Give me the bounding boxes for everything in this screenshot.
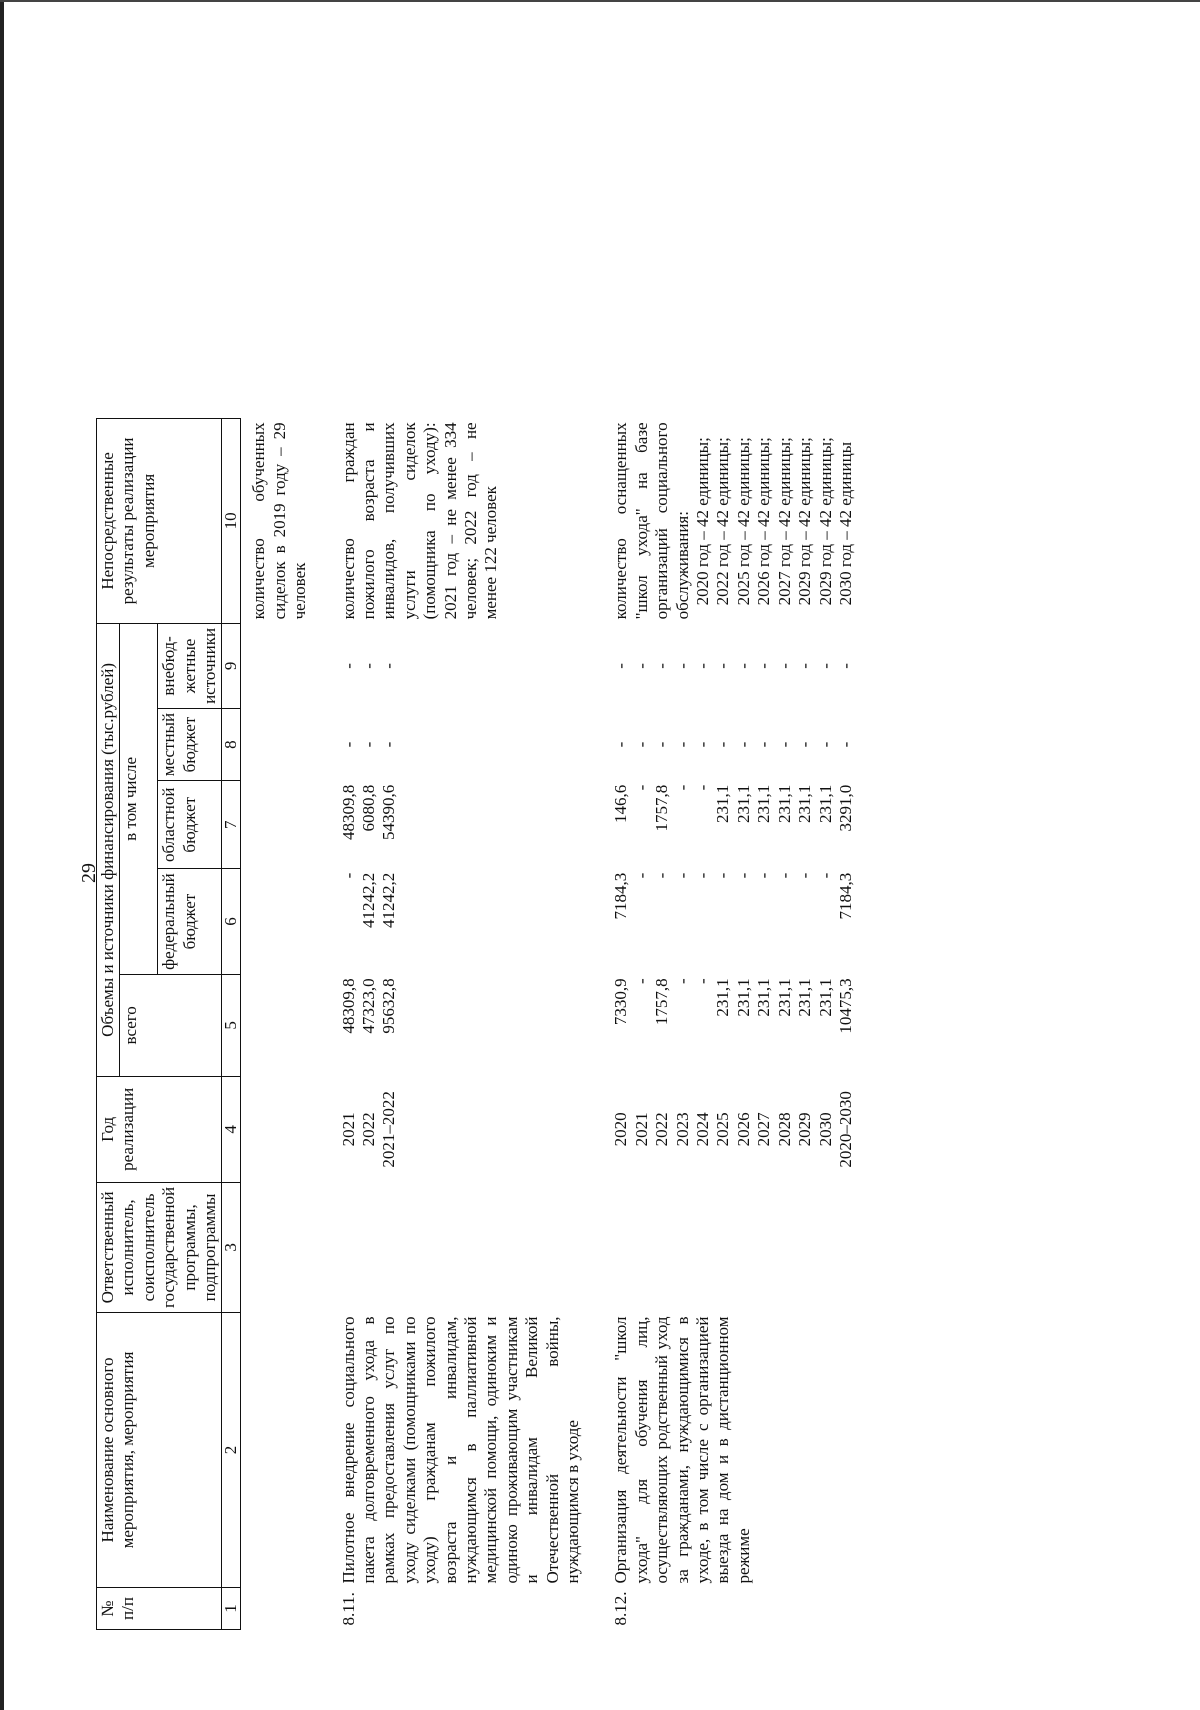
row-result: количество обученных сиделок в 2019 году – 29 человек xyxy=(249,422,310,620)
list-value: 2030 год – 42 единицы xyxy=(835,441,855,606)
list-value: - xyxy=(774,741,794,748)
list-value: - xyxy=(713,741,733,748)
list-value: - xyxy=(379,663,399,669)
header-col-federal: федеральный бюджет xyxy=(158,869,222,975)
list-value: - xyxy=(795,663,815,669)
column-number: 5 xyxy=(222,974,241,1076)
list-value: 2025 год – 42 единицы; xyxy=(733,437,753,606)
list-value: - xyxy=(693,784,713,791)
list-value: - xyxy=(733,872,753,879)
list-value: - xyxy=(693,978,713,985)
row-total xyxy=(610,974,857,1076)
list-value: 2026 xyxy=(733,1112,753,1147)
list-value: 48309,8 xyxy=(338,784,358,840)
list-value: - xyxy=(754,663,774,669)
column-number: 10 xyxy=(222,418,241,623)
list-value: - xyxy=(815,741,835,748)
list-value: 2028 xyxy=(774,1112,794,1147)
list-value: - xyxy=(611,663,631,669)
list-value: 2029 год – 42 единицы; xyxy=(815,437,835,606)
column-number: 9 xyxy=(222,623,241,708)
list-value: - xyxy=(835,663,855,669)
result-intro: количество оснащенных "школ ухода" на базе организаций социального обслуживания: xyxy=(611,422,692,620)
list-value: 41242,2 xyxy=(379,872,399,928)
list-value: 2022 xyxy=(652,1112,672,1147)
list-value: 95632,8 xyxy=(379,978,399,1034)
list-value: 231,1 xyxy=(754,784,774,823)
list-value: - xyxy=(754,741,774,748)
list-value: 7184,3 xyxy=(611,872,631,920)
list-value: - xyxy=(713,663,733,669)
list-value: - xyxy=(631,663,651,669)
row-spacer xyxy=(584,418,610,1629)
list-value: 2026 год – 42 единицы; xyxy=(754,437,774,606)
table-row xyxy=(241,418,312,1629)
list-value: - xyxy=(611,741,631,748)
list-value: - xyxy=(774,663,794,669)
column-number-row xyxy=(222,418,241,1629)
row-extra xyxy=(610,623,857,708)
list-value: 7184,3 xyxy=(835,872,855,920)
table-body xyxy=(241,418,857,1629)
list-value: 41242,2 xyxy=(358,872,378,928)
list-value: - xyxy=(815,872,835,879)
column-number: 8 xyxy=(222,708,241,780)
header-col-year: Год реализации xyxy=(97,1076,222,1182)
list-value: - xyxy=(672,872,692,879)
list-value: 231,1 xyxy=(795,978,815,1017)
table-row xyxy=(610,418,857,1629)
row-result xyxy=(610,418,857,623)
row-name: Организация деятельности "школ ухода" для обучения лиц, осуществляющих родственный уход за гражданами, нуждающимися в уходе, в том числе с организацией выезда на дом и в дистанционном режиме xyxy=(611,1316,753,1584)
list-value: 2029 год – 42 единицы; xyxy=(795,437,815,606)
row-regional xyxy=(338,781,585,869)
row-regional xyxy=(610,781,857,869)
row-number: 8.12. xyxy=(611,1591,631,1626)
row-federal xyxy=(610,869,857,975)
list-value: - xyxy=(652,872,672,879)
row-total xyxy=(338,974,585,1076)
list-value: - xyxy=(815,663,835,669)
list-value: 2022 xyxy=(358,1112,378,1147)
list-value: - xyxy=(774,872,794,879)
list-value: - xyxy=(652,663,672,669)
list-value: 2021–2022 xyxy=(379,1091,399,1168)
row-executor xyxy=(338,1182,585,1312)
header-col-total: всего xyxy=(120,974,222,1076)
list-value: - xyxy=(652,741,672,748)
list-value: - xyxy=(672,741,692,748)
list-value: - xyxy=(672,978,692,985)
list-value: 1757,8 xyxy=(652,978,672,1026)
list-value: - xyxy=(693,741,713,748)
row-name: Пилотное внедрение социального пакета долговременного ухода в рамках предоставления услуг по уходу сиделками (помощниками по уходу) гражданам пожилого возраста и инвалидам, нуждающимся в паллиативной медицинской помощи, одиноким и одиноко проживающим участникам и инвалидам Великой Отечественной войны, нуждающимся в уходе xyxy=(338,1316,583,1584)
list-value: 2030 xyxy=(815,1112,835,1147)
row-name xyxy=(241,1313,312,1588)
list-value: 231,1 xyxy=(713,978,733,1017)
list-value: - xyxy=(338,741,358,748)
row-number xyxy=(241,1588,312,1630)
list-value: 2027 xyxy=(754,1112,774,1147)
header-funding-group: Объемы и источники финансирования (тыс.рублей) xyxy=(97,623,120,1076)
program-table xyxy=(96,418,857,1630)
row-local xyxy=(610,708,857,780)
list-value: - xyxy=(631,978,651,985)
list-value: 231,1 xyxy=(815,784,835,823)
list-value: 47323,0 xyxy=(358,978,378,1034)
list-value: - xyxy=(795,872,815,879)
row-spacer xyxy=(312,418,338,1629)
list-value: 10475,3 xyxy=(835,978,855,1034)
list-value: 2020 xyxy=(611,1112,631,1147)
list-value: 2021 xyxy=(631,1112,651,1147)
header-col-executor: Ответственный исполнитель, соисполнитель государственной программы, подпрограммы xyxy=(97,1182,222,1312)
header-col-name: Наименование основного мероприятия, мероприятия xyxy=(97,1313,222,1588)
column-number: 3 xyxy=(222,1182,241,1312)
header-col-results: Непосредственные результаты реализации мероприятия xyxy=(97,418,222,623)
column-number: 7 xyxy=(222,781,241,869)
list-value: 2025 xyxy=(713,1112,733,1147)
row-result: количество граждан пожилого возраста и инвалидов, получивших услуги сиделок (помощника по уходу): 2021 год – не менее 334 человек; 2022 год – не менее 122 человек xyxy=(338,422,501,620)
list-value: - xyxy=(338,872,358,879)
list-value: 6080,8 xyxy=(358,784,378,832)
list-value: - xyxy=(358,663,378,669)
list-value: - xyxy=(835,741,855,748)
list-value: 231,1 xyxy=(815,978,835,1017)
row-extra xyxy=(338,623,585,708)
header-col-local: местный бюджет xyxy=(158,708,222,780)
list-value: - xyxy=(358,741,378,748)
list-value: - xyxy=(631,872,651,879)
list-value: 231,1 xyxy=(754,978,774,1017)
table-header xyxy=(97,418,241,1629)
list-value: 2029 xyxy=(795,1112,815,1147)
list-value: 48309,8 xyxy=(338,978,358,1034)
list-value: - xyxy=(754,872,774,879)
list-value: 231,1 xyxy=(733,978,753,1017)
list-value: 2024 xyxy=(693,1112,713,1147)
column-number: 2 xyxy=(222,1313,241,1588)
page-number: 29 xyxy=(78,863,100,883)
header-including: в том числе xyxy=(120,623,158,974)
list-value: - xyxy=(733,663,753,669)
list-value: - xyxy=(693,872,713,879)
list-value: - xyxy=(733,741,753,748)
list-value: 2021 xyxy=(338,1112,358,1147)
list-value: 2027 год – 42 единицы; xyxy=(774,437,794,606)
list-value: 231,1 xyxy=(774,784,794,823)
row-years xyxy=(338,1076,585,1182)
list-value: - xyxy=(631,741,651,748)
list-value: - xyxy=(795,741,815,748)
list-value: 231,1 xyxy=(795,784,815,823)
row-number: 8.11. xyxy=(338,1592,358,1626)
list-value: - xyxy=(672,663,692,669)
list-value: 7330,9 xyxy=(611,978,631,1026)
list-value: - xyxy=(379,741,399,748)
list-value: 1757,8 xyxy=(652,784,672,832)
list-value: 146,6 xyxy=(611,784,631,823)
result-lines xyxy=(693,422,856,619)
row-executor xyxy=(241,1182,312,1312)
list-value: - xyxy=(631,784,651,791)
list-value: 231,1 xyxy=(774,978,794,1017)
row-federal xyxy=(338,869,585,975)
header-col-regional: областной бюджет xyxy=(158,781,222,869)
header-col-number: № п/п xyxy=(97,1588,222,1630)
list-value: 54390,6 xyxy=(379,784,399,840)
list-value: - xyxy=(672,784,692,791)
column-number: 6 xyxy=(222,869,241,975)
column-number: 4 xyxy=(222,1076,241,1182)
header-col-extra: внебюд-жетные источники xyxy=(158,623,222,708)
list-value: - xyxy=(693,663,713,669)
row-executor xyxy=(610,1182,857,1312)
list-value: 2022 год – 42 единицы; xyxy=(713,437,733,606)
list-value: 231,1 xyxy=(733,784,753,823)
table-row xyxy=(338,418,585,1629)
list-value: - xyxy=(713,872,733,879)
column-number: 1 xyxy=(222,1588,241,1630)
list-value: - xyxy=(338,663,358,669)
list-value: 231,1 xyxy=(713,784,733,823)
list-value: 2020–2030 xyxy=(835,1091,855,1168)
list-value: 2020 год – 42 единицы; xyxy=(693,437,713,606)
row-years xyxy=(610,1076,857,1182)
list-value: 2023 xyxy=(672,1112,692,1147)
list-value: 3291,0 xyxy=(835,784,855,832)
row-local xyxy=(338,708,585,780)
